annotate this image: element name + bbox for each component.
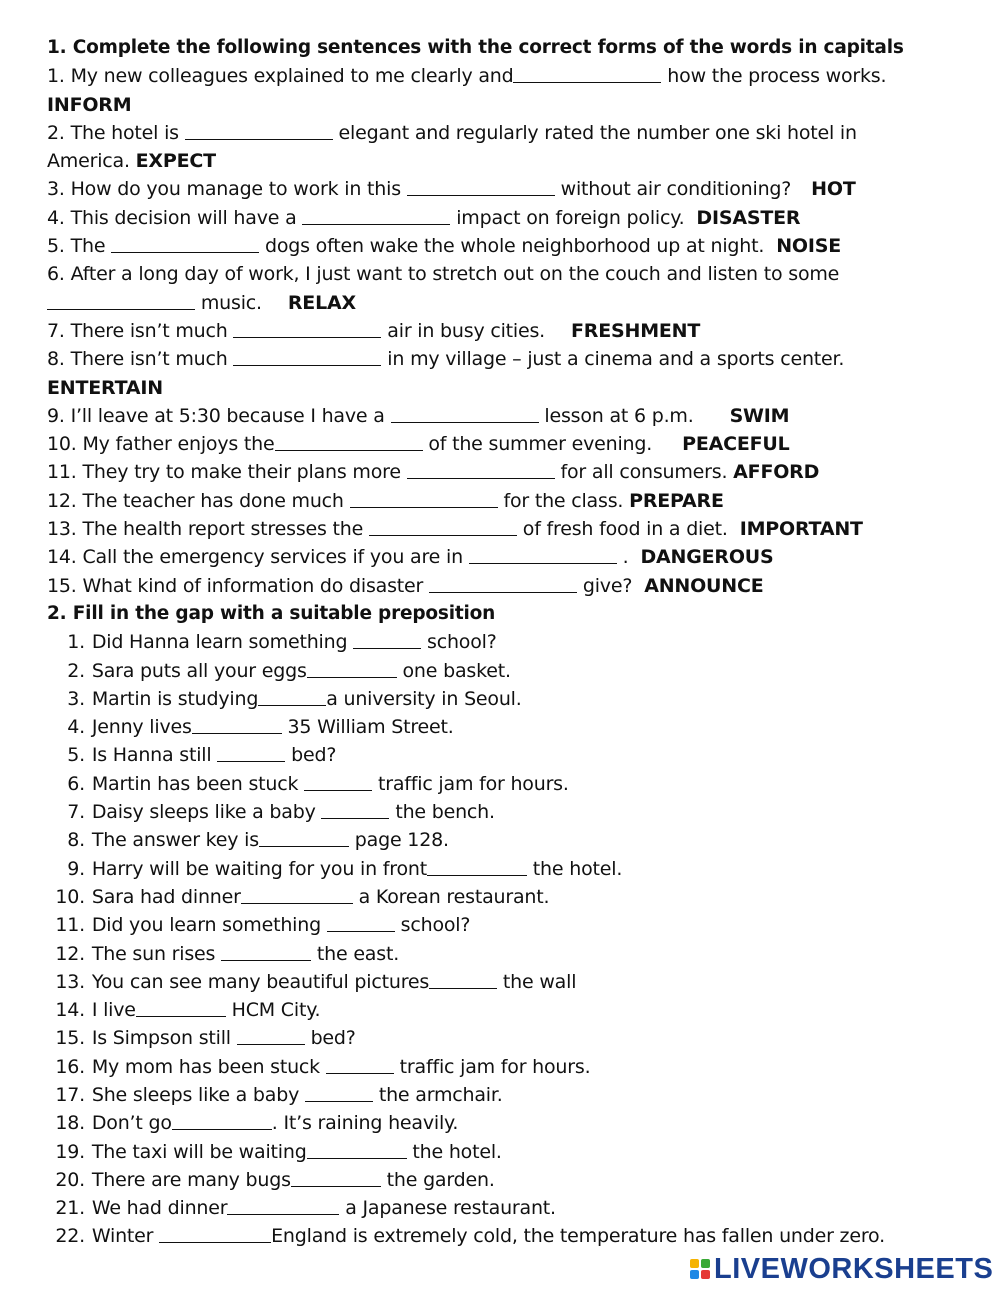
prep-blank-16[interactable] [326, 1055, 394, 1074]
question-1-keyword-line [47, 91, 987, 119]
prep-item-18: 18. Don’t go . It’s raining heavily. [55, 1112, 459, 1135]
prep-item-4: 4. Jenny lives 35 William Street. [67, 716, 454, 739]
answer-blank-3[interactable] [407, 177, 555, 196]
question-14: 14. Call the emergency services if you are in . DANGEROUS [47, 546, 774, 569]
answer-blank-7[interactable] [233, 319, 381, 338]
prep-item-8: 8. The answer key is page 128. [67, 829, 449, 852]
keyword-announce: ANNOUNCE [644, 574, 764, 597]
section2-heading: 2. Fill in the gap with a suitable preposition [47, 602, 496, 624]
prep-item-15: 15. Is Simpson still bed? [55, 1027, 356, 1050]
prep-item-3: 3. Martin is studying a university in Seoul. [67, 687, 522, 710]
question-9: 9. I’ll leave at 5:30 because I have a lesson at 6 p.m. SWIM [47, 404, 790, 427]
prep-item-10: 10. Sara had dinner a Korean restaurant. [55, 885, 550, 908]
prep-item-2: 2. Sara puts all your eggs one basket. [67, 659, 511, 682]
prep-blank-12[interactable] [221, 942, 311, 961]
answer-blank-10[interactable] [275, 432, 423, 451]
prep-item-22: 22. Winter England is extremely cold, the temperature has fallen under zero. [55, 1225, 885, 1248]
question-4: 4. This decision will have a impact on foreign policy. DISASTER [47, 206, 801, 229]
keyword-important: IMPORTANT [739, 518, 863, 541]
prep-blank-14[interactable] [136, 998, 226, 1017]
question-12: 12. The teacher has done much for the class. PREPARE [47, 489, 724, 512]
prep-blank-21[interactable] [227, 1196, 339, 1215]
keyword-prepare: PREPARE [629, 489, 724, 512]
prep-item-13: 13. You can see many beautiful pictures the wall [55, 970, 577, 993]
prep-blank-13[interactable] [429, 970, 497, 989]
prep-item-21: 21. We had dinner a Japanese restaurant. [55, 1197, 556, 1220]
prep-blank-6[interactable] [304, 772, 372, 791]
answer-blank-2[interactable] [185, 121, 333, 140]
liveworksheets-logo [690, 1254, 993, 1284]
keyword-relax: RELAX [287, 291, 356, 314]
logo-text: LIVEWORKSHEETS [714, 1252, 994, 1285]
prep-item-9: 9. Harry will be waiting for you in front the hotel. [67, 857, 623, 880]
keyword-peaceful: PEACEFUL [682, 433, 790, 456]
prep-blank-15[interactable] [237, 1026, 305, 1045]
prep-blank-4[interactable] [192, 715, 282, 734]
prep-blank-3[interactable] [258, 687, 326, 706]
answer-blank-15[interactable] [429, 574, 577, 593]
question-8: 8. There isn’t much in my village – just a cinema and a sports center. [47, 348, 845, 371]
prep-blank-5[interactable] [217, 743, 285, 762]
question-2-cont: America. EXPECT [47, 150, 216, 173]
prep-blank-1[interactable] [353, 630, 421, 649]
prep-item-1: 1. Did Hanna learn something school? [67, 631, 497, 654]
question-6-cont: music. RELAX [47, 289, 987, 317]
prep-item-11: 11. Did you learn something school? [55, 914, 471, 937]
keyword-inform: INFORM [47, 93, 132, 116]
question-6: 6. After a long day of work, I just want to stretch out on the couch and listen to some [47, 263, 840, 286]
prep-item-16: 16. My mom has been stuck traffic jam for hours. [55, 1055, 591, 1078]
prep-item-19: 19. The taxi will be waiting the hotel. [55, 1140, 502, 1163]
prep-blank-10[interactable] [241, 885, 353, 904]
answer-blank-8[interactable] [233, 347, 381, 366]
prep-blank-8[interactable] [259, 828, 349, 847]
prep-item-7: 7. Daisy sleeps like a baby the bench. [67, 801, 495, 824]
prep-item-6: 6. Martin has been stuck traffic jam for hours. [67, 772, 569, 795]
prep-blank-20[interactable] [291, 1168, 381, 1187]
keyword-disaster: DISASTER [696, 206, 801, 229]
prep-blank-11[interactable] [327, 913, 395, 932]
keyword-afford: AFFORD [733, 461, 820, 484]
keyword-expect: EXPECT [135, 150, 216, 173]
question-8-keyword-line [47, 374, 987, 402]
prep-blank-19[interactable] [307, 1140, 407, 1159]
question-3: 3. How do you manage to work in this without air conditioning? HOT [47, 178, 856, 201]
answer-blank-6[interactable] [47, 291, 195, 310]
question-13: 13. The health report stresses the of fresh food in a diet. IMPORTANT [47, 518, 863, 541]
prep-blank-2[interactable] [307, 659, 397, 678]
prep-item-20: 20. There are many bugs the garden. [55, 1168, 495, 1191]
question-7: 7. There isn’t much air in busy cities. FRESHMENT [47, 319, 701, 342]
keyword-entertain: ENTERTAIN [47, 376, 163, 399]
keyword-noise: NOISE [776, 235, 842, 258]
question-1: 1. My new colleagues explained to me clearly and how the process works. [47, 65, 887, 88]
worksheet [47, 34, 987, 1251]
prep-blank-17[interactable] [305, 1083, 373, 1102]
answer-blank-1[interactable] [513, 64, 661, 83]
prep-blank-18[interactable] [172, 1111, 272, 1130]
answer-blank-5[interactable] [111, 234, 259, 253]
question-10: 10. My father enjoys the of the summer evening. PEACEFUL [47, 433, 790, 456]
question-5: 5. The dogs often wake the whole neighborhood up at night. NOISE [47, 235, 842, 258]
prep-blank-7[interactable] [321, 800, 389, 819]
prep-blank-9[interactable] [427, 857, 527, 876]
answer-blank-9[interactable] [391, 404, 539, 423]
question-11: 11. They try to make their plans more for all consumers. AFFORD [47, 461, 820, 484]
answer-blank-11[interactable] [407, 460, 555, 479]
keyword-freshment: FRESHMENT [571, 319, 701, 342]
keyword-dangerous: DANGEROUS [640, 546, 774, 569]
prep-item-5: 5. Is Hanna still bed? [67, 744, 337, 767]
answer-blank-4[interactable] [302, 206, 450, 225]
answer-blank-12[interactable] [350, 489, 498, 508]
prep-blank-22[interactable] [159, 1224, 271, 1243]
section1-heading: 1. Complete the following sentences with the correct forms of the words in capitals [47, 37, 904, 58]
question-2: 2. The hotel is elegant and regularly rated the number one ski hotel in [47, 121, 857, 144]
prep-item-17: 17. She sleeps like a baby the armchair. [55, 1083, 503, 1106]
question-15: 15. What kind of information do disaster give? ANNOUNCE [47, 574, 764, 597]
keyword-swim: SWIM [729, 404, 790, 427]
answer-blank-13[interactable] [369, 517, 517, 536]
prep-item-12: 12. The sun rises the east. [55, 942, 400, 965]
answer-blank-14[interactable] [469, 545, 617, 564]
logo-mark-icon [690, 1259, 710, 1279]
keyword-hot: HOT [811, 178, 856, 201]
prep-item-14: 14. I live HCM City. [55, 999, 321, 1022]
